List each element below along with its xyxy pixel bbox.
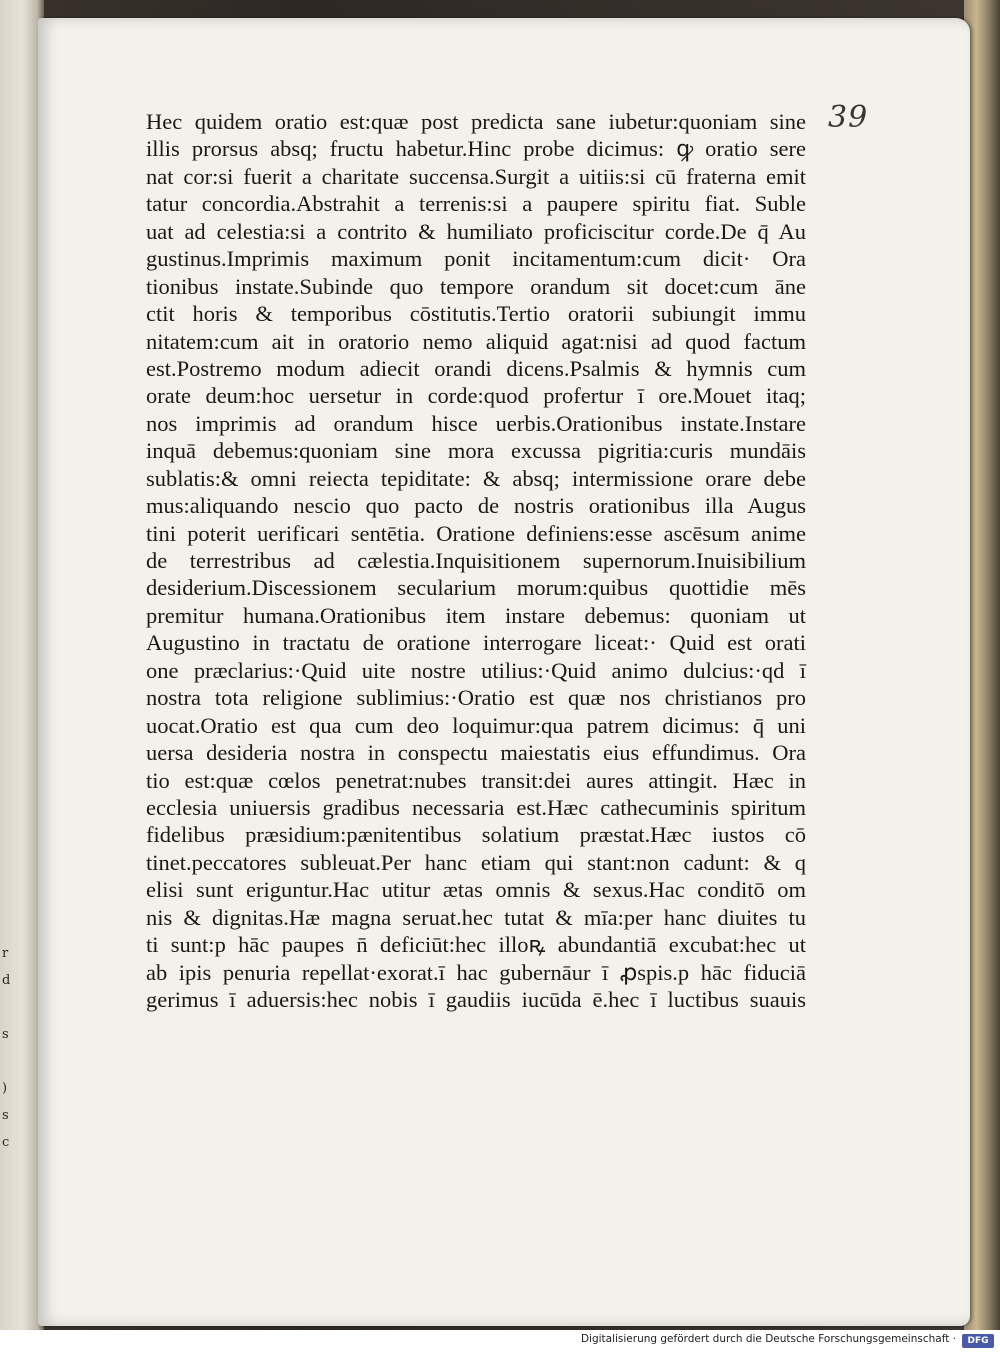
footer-bar [0, 1330, 1000, 1352]
text-line: illis prorsus absq; fructu habetur.Hinc probe dicimus: ꝙ oratio sere [146, 136, 806, 162]
text-line: ab ipis penuria repellat·exorat.ī hac gubernāur ī ꝓspis.p hāc fiduciā [146, 959, 806, 985]
text-line: orate deum:hoc uersetur in corde:quod profertur ī ore.Mouet itaq; [146, 383, 806, 409]
folio-number: 39 [828, 100, 869, 135]
text-line: uat ad celestia:si a contrito & humiliato proficiscitur corde.De q̄ Au [146, 218, 806, 244]
text-line: nat cor:si fuerit a charitate succensa.Surgit a uitiis:si cū fraterna emit [146, 163, 806, 189]
text-line: premitur humana.Orationibus item instare debemus: quoniam ut [146, 602, 806, 628]
dfg-logo: DFG [962, 1334, 994, 1348]
text-line: tio est:quæ cœlos penetrat:nubes transit:dei aures attingit. Hæc in [146, 767, 806, 793]
text-line: nos imprimis ad orandum hisce uerbis.Orationibus instate.Instare [146, 410, 806, 436]
text-line: gerimus ī aduersis:hec nobis ī gaudiis iucūda ē.hec ī luctibus suauis [146, 987, 806, 1012]
text-line: Hec quidem oratio est:quæ post predicta sane iubetur:quoniam sine [146, 109, 806, 134]
text-line: tionibus instate.Subinde quo tempore orandum sit docet:cum āne [146, 273, 806, 299]
text-line: desiderium.Discessionem secularium morum:quibus quottidie mēs [146, 575, 806, 601]
text-line: ctit horis & temporibus cōstitutis.Tertio oratorii subiungit immu [146, 301, 806, 327]
text-line: est.Postremo modum adiecit orandi dicens.Psalmis & hymnis cum [146, 355, 806, 381]
text-line: one præclarius:·Quid uite nostre utilius:·Quid animo dulcius:·qd ī [146, 657, 806, 683]
text-line: tatur concordia.Abstrahit a terrenis:si a paupere spiritu fiat. Suble [146, 191, 806, 217]
text-line: nitatem:cum ait in oratorio nemo aliquid agat:nisi ad quod factum [146, 328, 806, 354]
text-line: fidelibus præsidium:pænitentibus solatium præstat.Hæc iustos cō [146, 822, 806, 848]
text-line: Augustino in tractatu de oratione interrogare liceat:· Quid est orati [146, 630, 806, 656]
text-line: inquā debemus:quoniam sine mora excussa pigritia:curis mundāis [146, 438, 806, 464]
book-page [38, 18, 970, 1326]
text-line: gustinus.Imprimis maximum ponit incitamentum:cum dicit· Ora [146, 246, 806, 272]
text-line: sublatis:& omni reiecta tepiditate: & absq; intermissione orare debe [146, 465, 806, 491]
text-line: uersa desideria nostra in conspectu maiestatis eius effundimus. Ora [146, 740, 806, 766]
text-line: ecclesia uniuersis gradibus necessaria est.Hæc cathecuminis spiritum [146, 794, 806, 820]
facing-page-letters: r d s ) s c [2, 946, 11, 1150]
text-line: de terrestribus ad cælestia.Inquisitionem supernorum.Inuisibilium [146, 548, 806, 573]
text-line: elisi sunt eriguntur.Hac utitur ætas omnis & sexus.Hac conditō om [146, 877, 806, 903]
text-line: tinet.peccatores subleuat.Per hanc etiam qui stant:non cadunt: & q [146, 849, 806, 875]
text-line: nis & dignitas.Hæ magna seruat.hec tutat & mīa:per hanc diuites tu [146, 904, 806, 930]
text-line: mus:aliquando nescio quo pacto de nostris orationibus illa Augus [146, 493, 806, 519]
text-line: tini poterit uerificari sentētia. Oratione definiens:esse ascēsum anime [146, 520, 806, 546]
text-line: ti sunt:p hāc paupes n̄ deficiūt:hec illoꝶ abundantiā excubat:hec ut [146, 932, 806, 958]
text-line: uocat.Oratio est qua cum deo loquimur:qua patrem dicimus: q̄ uni [146, 712, 806, 738]
text-block [146, 108, 806, 1013]
text-line: nostra tota religione sublimius:·Oratio est quæ nos christianos pro [146, 685, 806, 711]
footer-credit: Digitalisierung gefördert durch die Deutsche Forschungsgemeinschaft · [580, 1333, 956, 1345]
